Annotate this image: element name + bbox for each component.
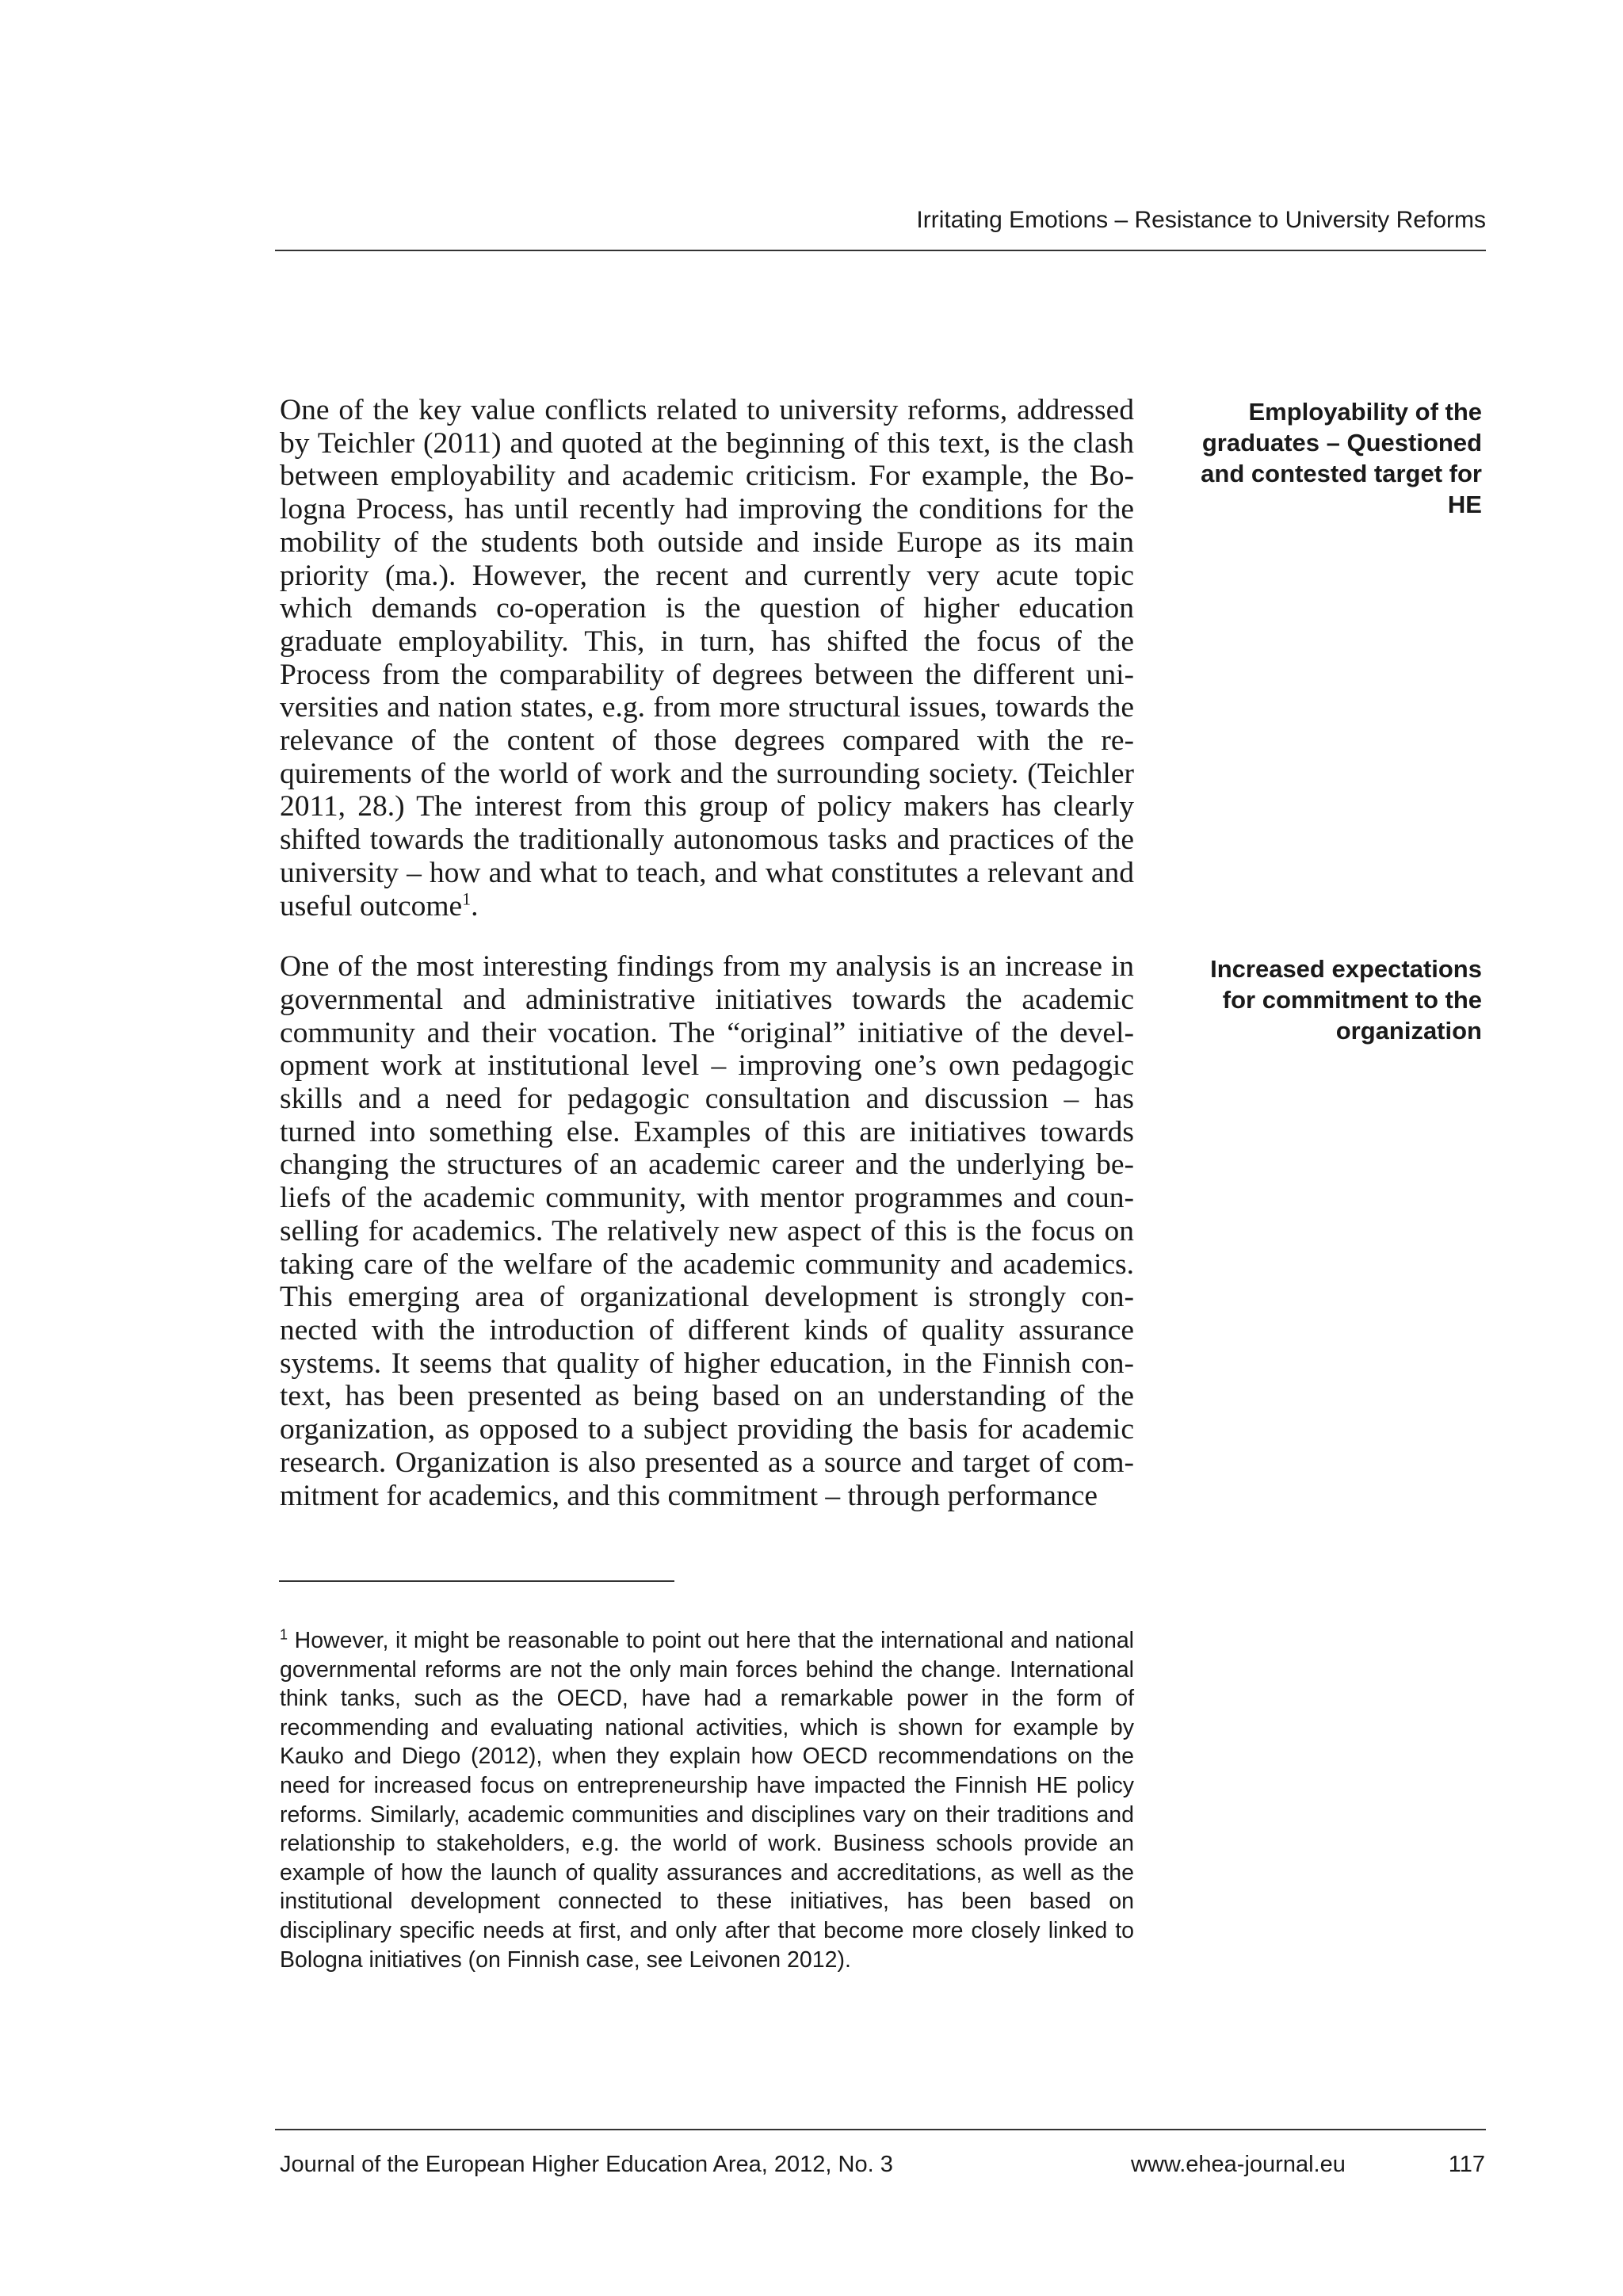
footer-divider [275, 2129, 1486, 2130]
margin-note-commitment: Increased expectations for commitment to the organization [1210, 955, 1482, 1045]
footnote-divider [279, 1580, 674, 1582]
footnote-text: However, it might be reasonable to point out here that the international and national governmental reforms are not the only main forces behind the change. International think tanks, such as the OECD, have had a remarkable power in the form of recommending and evaluating national activities, which is shown for example by Kauko and Diego (2012), when they explain how OECD recommendations on the need for increased focus on entrepreneurship have impacted the Finnish HE policy reforms. Similarly, academic communities and disciplines vary on their traditions and relationship to stakeholders, e.g. the world of work. Business schools provide an example of how the launch of quality assurances and accreditations, as well as the institutional development connected to these initiatives, has been based on disciplinary specific needs at first, and only after that become more closely linked to Bologna initiatives (on Finnish case, see Leivonen 2012). [280, 1628, 1134, 1973]
paragraph-2-text: One of the most interesting findings from my analysis is an increase in governmental and administrative initiatives towards the academic community and their vocation. The “original” initiative of the development work at institutional level – improving one’s own pedagogic skills and a need for pedagogic consultation and discussion – has turned into something else. Examples of this are initiatives towards changing the structures of an academic career and the underlying beliefs of the academic community, with mentor programmes and counselling for academics. The relatively new aspect of this is the focus on taking care of the welfare of the academic community and academics. This emerging area of organizational development is strongly connected with the introduction of different kinds of quality assurance systems. It seems that quality of higher education, in the Finnish context, has been presented as being based on an understanding of the organization, as opposed to a subject providing the basis for academic research. Organization is also presented as a source and target of commitment for academics, and this commitment – through performance [280, 950, 1134, 1512]
margin-note-employability: Employability of the graduates – Questioned and contested target for HE [1201, 398, 1482, 518]
paragraph-1-text: One of the key value conflicts related to university reforms, addressed by Teichler (2011) and quoted at the beginning of this text, is the clash between employability and academic criticism. For example, the Bologna Process, has until recently had improving the conditions for the mobility of the students both outside and inside Europe as its main priority (ma.). However, the recent and currently very acute topic which demands co-operation is the question of higher education graduate employability. This, in turn, has shifted the focus of the Process from the comparability of degrees between the different universities and nation states, e.g. from more structural issues, towards the relevance of the content of those degrees compared with the requirements of the world of work and the surrounding society. (Teichler 2011, 28.) The interest from this group of policy makers has clearly shifted towards the traditionally autonomous tasks and practices of the university – how and what to teach, and what constitutes a relevant and useful outcome [280, 394, 1134, 923]
page-number: 117 [1448, 2152, 1485, 2177]
body-paragraph-1 [280, 394, 1134, 923]
body-paragraph-2 [280, 950, 1134, 1512]
footer-journal: Journal of the European Higher Education Area, 2012, No. 3 [280, 2152, 893, 2177]
footnote-ref-1[interactable]: 1 [462, 888, 472, 909]
running-title: Irritating Emotions – Resistance to University Reforms [916, 207, 1486, 233]
footnote-1 [280, 1626, 1134, 1974]
footnote-number: 1 [280, 1626, 288, 1643]
running-header [275, 204, 1486, 251]
footer-website[interactable]: www.ehea-journal.eu [1131, 2152, 1346, 2177]
main-text [280, 394, 1134, 1540]
paragraph-1-end: . [471, 889, 479, 923]
